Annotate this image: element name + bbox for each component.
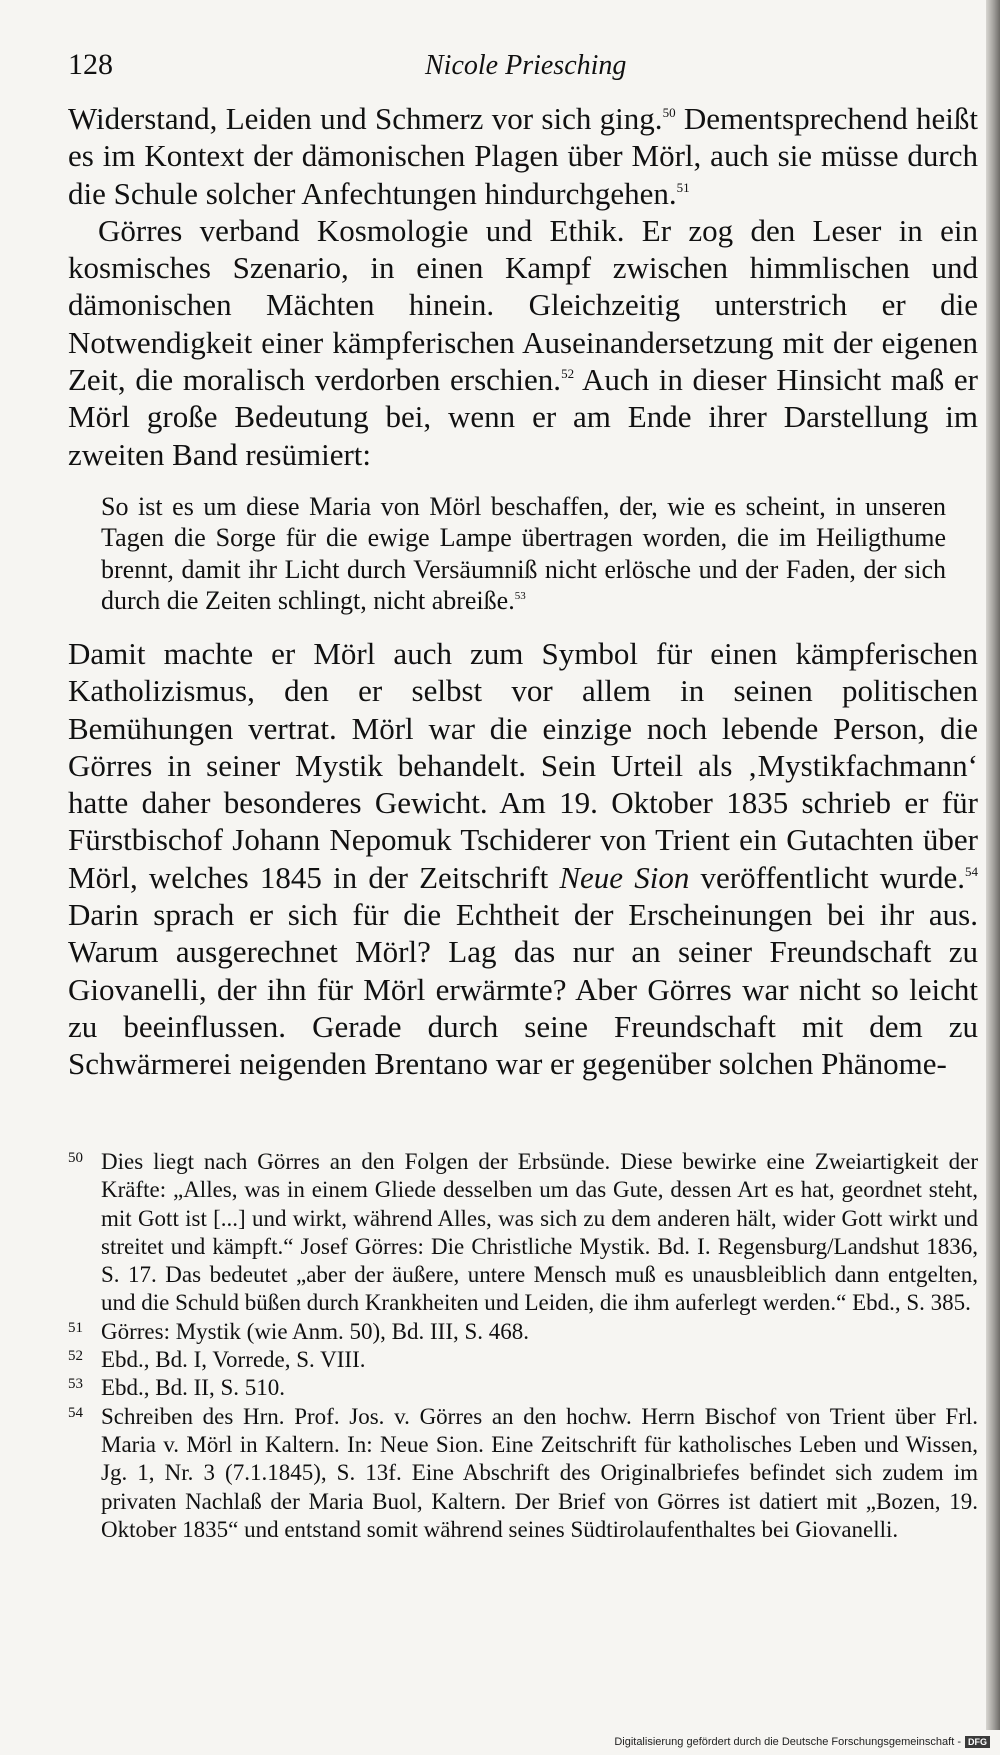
- footnote-number: 52: [68, 1348, 83, 1365]
- paragraph-3: Damit machte er Mörl auch zum Symbol für einen kämpferischen Katholizismus, den er selbst vor allem in seinen politischen Bemühungen vertrat. Mörl war die einzige noch lebende Person, die Görres in seiner Mystik behandelt. Sein Urteil als ‚Mystikfachmann‘ hatte daher besonderes Gewicht. Am 19. Oktober 1835 schrieb er für Fürstbischof Johann Nepomuk Tschiderer von Trient ein Gutachten über Mörl, welches 1845 in der Zeitschrift Neue Sion veröffentlicht wurde.$^{54}$ Darin sprach er sich für die Echtheit der Erscheinungen bei ihr aus. Warum ausgerechnet Mörl? Lag das nur an seiner Freundschaft zu Giovanelli, der ihn für Mörl erwärmte? Aber Görres war nicht so leicht zu beeinflussen. Gerade durch seine Freundschaft mit dem zu Schwärmerei neigenden Brentano war er gegenüber solchen Phänome-: [68, 635, 979, 1082]
- footnote-ref-50[interactable]: 50: [662, 105, 676, 120]
- digitization-text: Digitalisierung gefördert durch die Deutsche Forschungsgemeinschaft -: [614, 1736, 961, 1748]
- footnote-ref-54[interactable]: 54: [965, 863, 979, 879]
- paragraph-2: Görres verband Kosmologie und Ethik. Er zog den Leser in ein kosmisches Szenario, in einen Kampf zwischen himmlischen und dämonischen Mächten hinein. Gleichzeitig unterstrich er die Notwendigkeit einer kämpferischen Auseinandersetzung mit der eigenen Zeit, die moralisch verdorben erschien.$^{52}$ Auch in dieser Hinsicht maß er Mörl große Bedeutung bei, wenn er am Ende ihrer Darstellung im zweiten Band resümiert:: [68, 212, 978, 472]
- footnote-ref-53[interactable]: 53: [514, 590, 526, 603]
- footnote-text: Schreiben des Hrn. Prof. Jos. v. Görres an den hochw. Herrn Bischof von Trient über Frl. Maria v. Mörl in Kaltern. In: Neue Sion. Eine Zeitschrift für katholisches Leben und Wissen, Jg. 1, Nr. 3 (7.1.1845), S. 13f. Eine Abschrift des Originalbriefes befindet sich zudem im privaten Nachlaß der Maria Buol, Kaltern. Der Brief von Görres ist datiert mit „Bozen, 19. Oktober 1835“ und entstand somit während seines Südtirolaufenthaltes bei Giovanelli.: [101, 1403, 978, 1542]
- running-title: Nicole Priesching: [425, 50, 627, 81]
- block-quote: So ist es um diese Maria von Mörl beschaffen, der, wie es scheint, in unseren Tagen die Sorge für die ewige Lampe übertragen worden, die im Heiligthume brennt, damit ihr Licht durch Versäumniß nicht erlösche und der Faden, der sich durch die Zeiten schlingt, nicht abreiße.$^{53}$: [101, 491, 946, 616]
- dfg-logo-icon: DFG: [965, 1736, 990, 1748]
- footnote-text: Ebd., Bd. I, Vorrede, S. VIII.: [101, 1347, 366, 1373]
- footnote-text: Görres: Mystik (wie Anm. 50), Bd. III, S. 468.: [101, 1318, 530, 1344]
- footnote-number: 50: [68, 1150, 83, 1166]
- footnote-number: 53: [68, 1376, 83, 1393]
- footnote: [68, 1148, 978, 1318]
- footnote: [68, 1403, 978, 1544]
- book-gutter: [986, 0, 1000, 1730]
- footnotes: [68, 1148, 978, 1544]
- footnote-ref-51[interactable]: 51: [676, 179, 690, 195]
- journal-title: Neue Sion: [559, 859, 690, 895]
- paragraph-1: Widerstand, Leiden und Schmerz vor sich ging.$^{50}$ Dementsprechend heißt es im Kontext der dämonischen Plagen über Mörl, auch sie müsse durch die Schule solcher Anfechtungen hindurchgehen.$^{51}$: [68, 101, 979, 211]
- footnote-number: 51: [68, 1319, 83, 1336]
- body-text: [68, 100, 978, 1083]
- footnote-number: 54: [68, 1404, 83, 1421]
- digitization-note: [614, 1736, 990, 1748]
- footnote: [68, 1346, 978, 1374]
- footnote-text: Dies liegt nach Görres an den Folgen der Erbsünde. Diese bewirke eine Zweiartigkeit der Kräfte: „Alles, was in einem Gliede desselben um das Gute, dessen Art es hat, geordnet steht, mit Gott ist [...] und wirkt, während Alles, was sich zu dem anderen hält, wider Gott wirkt und streitet und kämpft.“ Josef Görres: Die Christliche Mystik. Bd. I. Regensburg/Landshut 1836, S. 17. Das bedeutet „aber der äußere, untere Mensch muß es unausbleiblich dann entgelten, und die Schuld büßen durch Krankheiten und Leiden, die ihm auferlegt werden.“ Ebd., S. 385.: [101, 1149, 978, 1316]
- footnote: [68, 1318, 978, 1346]
- page-number: 128: [68, 48, 113, 81]
- footnote-ref-52[interactable]: 52: [561, 366, 575, 382]
- footnote-text: Ebd., Bd. II, S. 510.: [101, 1375, 285, 1401]
- footnote: [68, 1374, 978, 1402]
